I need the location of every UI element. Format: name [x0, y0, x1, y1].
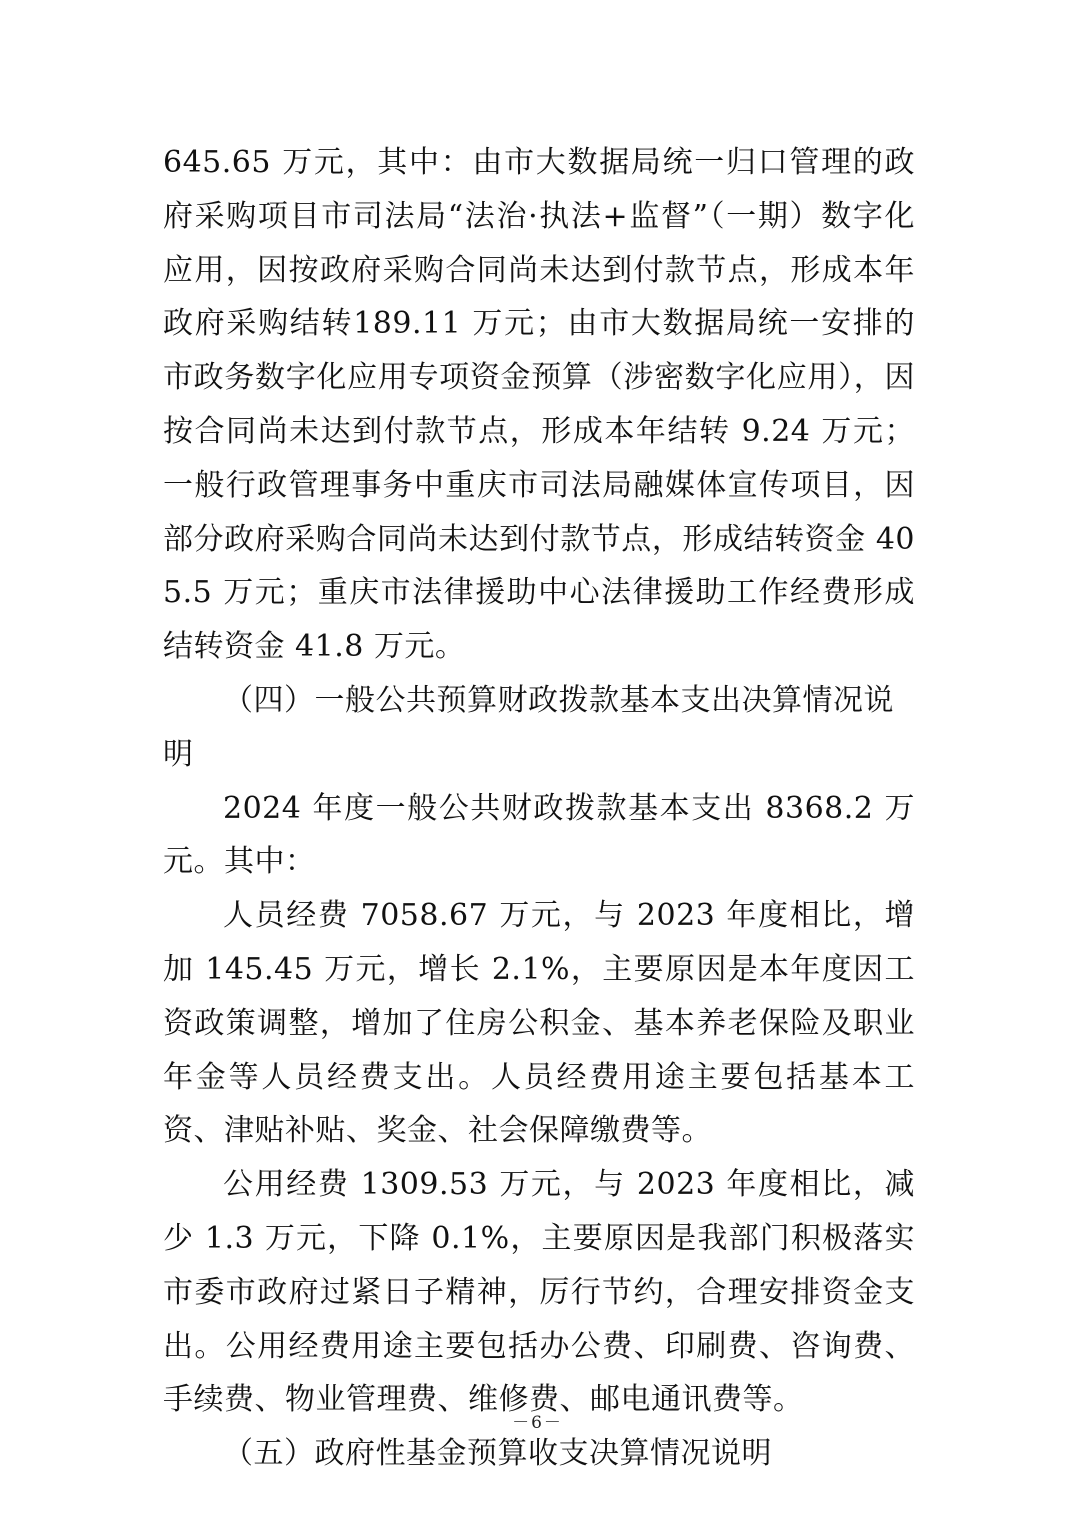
section-heading-five: （五）政府性基金预算收支决算情况说明: [223, 1436, 772, 1472]
paragraph-public-expenses: 公用经费 1309.53 万元，与 2023 年度相比，减少 1.3 万元，下降 0.1%，主要原因是我部门积极落实市委市政府过紧日子精神，厉行节约，合理安排资金支出。公用经费用途主要包括办公费、印刷费、咨询费、手续费、物业管理费、维修费、邮电通讯费等。: [163, 1167, 915, 1418]
paragraph-carryover-continued: 645.65 万元，其中：由市大数据局统一归口管理的政府采购项目市司法局“法治·执法+监督”（一期）数字化应用，因按政府采购合同尚未达到付款节点，形成本年政府采购结转189.11 万元；由市大数据局统一安排的市政务数字化应用专项资金预算（涉密数字化应用），因按合同尚未达到付款节点，形成本年结转 9.24 万元；一般行政管理事务中重庆市司法局融媒体宣传项目，因部分政府采购合同尚未达到付款节点，形成结转资金 405.5 万元；重庆市法律援助中心法律援助工作经费形成结转资金 41.8 万元。: [163, 145, 915, 665]
paragraph-basic-expenditure: 2024 年度一般公共财政拨款基本支出 8368.2 万元。其中：: [163, 790, 915, 880]
document-body: [163, 136, 915, 1481]
page-number: －6－: [512, 1413, 563, 1433]
section-heading-four: （四）一般公共预算财政拨款基本支出决算情况说明: [163, 682, 894, 772]
paragraph-personnel-expenses: 人员经费 7058.67 万元，与 2023 年度相比，增加 145.45 万元，增长 2.1%，主要原因是本年度因工资政策调整，增加了住房公积金、基本养老保险及职业年金等人员经费支出。人员经费用途主要包括基本工资、津贴补贴、奖金、社会保障缴费等。: [163, 898, 915, 1149]
